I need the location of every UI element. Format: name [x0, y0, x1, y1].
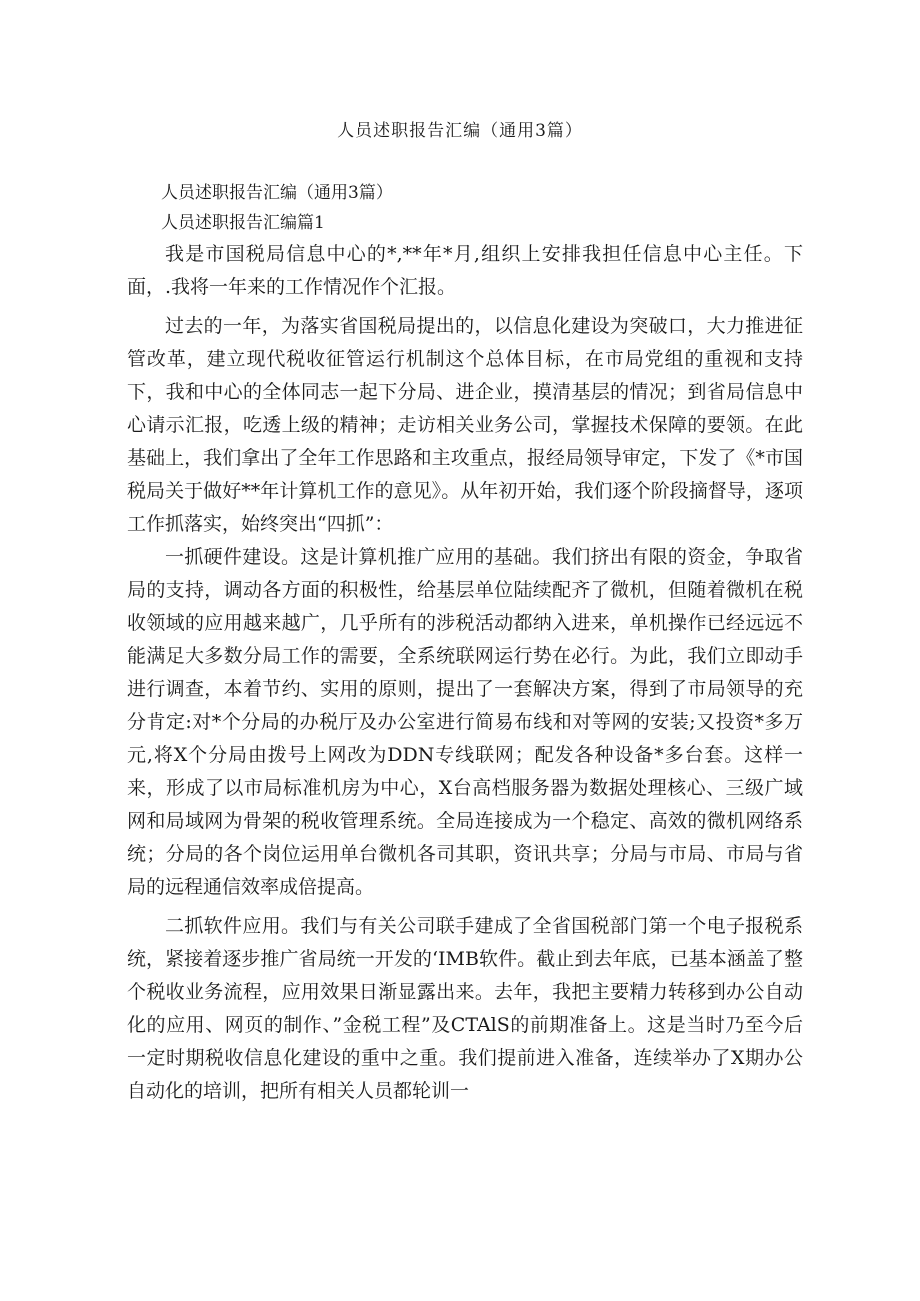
document-title: 人员述职报告汇编（通用3篇） [337, 121, 583, 141]
paragraph-software: 二抓软件应用。我们与有关公司联手建成了全省国税部门第一个电子报税系统，紧接着逐步推广省局统一开发的‘IMB软件。截止到去年底，已基本涵盖了整个税收业务流程，应用效果日渐显露出来。去年，我把主要精力转移到办公自动化的应用、网页的制作、”金税工程”及CTAlS的前期准备上。这是当时乃至今后一定时期税收信息化建设的重中之重。我们提前进入准备，连续举办了X期办公自动化的培训，把所有相关人员都轮训一 [127, 915, 803, 1102]
paragraph-intro: 我是市国税局信息中心的*,**年*月,组织上安排我担任信息中心主任。下面，.我将一年来的工作情况作个汇报。 [127, 243, 803, 298]
document-subtitle: 人员述职报告汇编（通用3篇） [161, 183, 393, 203]
paragraph-hardware: 一抓硬件建设。这是计算机推广应用的基础。我们挤出有限的资金，争取省局的支持，调动各方面的积极性，给基层单位陆续配齐了微机，但随着微机在税收领域的应用越来越广，几乎所有的涉税活动都纳入进来，单机操作已经远远不能满足大多数分局工作的需要，全系统联网运行势在必行。为此，我们立即动手进行调查，本着节约、实用的原则，提出了一套解决方案，得到了市局领导的充分肯定:对*个分局的办税厅及办公室进行简易布线和对等网的安装;又投资*多万元,将X个分局由拨号上网改为DDN专线联网；配发各种设备*多台套。这样一来，形成了以市局标准机房为中心，X台高档服务器为数据处理核心、三级广域网和局域网为骨架的税收管理系统。全局连接成为一个稳定、高效的微机网络系统；分局的各个岗位运用单台微机各司其职，资讯共享；分局与市局、市局与省局的远程通信效率成倍提高。 [127, 546, 803, 898]
document-body [127, 178, 803, 1108]
paragraph-overview: 过去的一年，为落实省国税局提出的，以信息化建设为突破口，大力推进征管改革，建立现代税收征管运行机制这个总体目标，在市局党组的重视和支持下，我和中心的全体同志一起下分局、进企业，摸清基层的情况；到省局信息中心请示汇报，吃透上级的精神；走访相关业务公司，掌握技术保障的要领。在此基础上，我们拿出了全年工作思路和主攻重点，报经局领导审定，下发了《*市国税局关于做好**年计算机工作的意见》。从年初开始，我们逐个阶段摘督导，逐项工作抓落实，始终突出“四抓”： [127, 315, 803, 535]
section-heading: 人员述职报告汇编篇1 [161, 213, 325, 233]
